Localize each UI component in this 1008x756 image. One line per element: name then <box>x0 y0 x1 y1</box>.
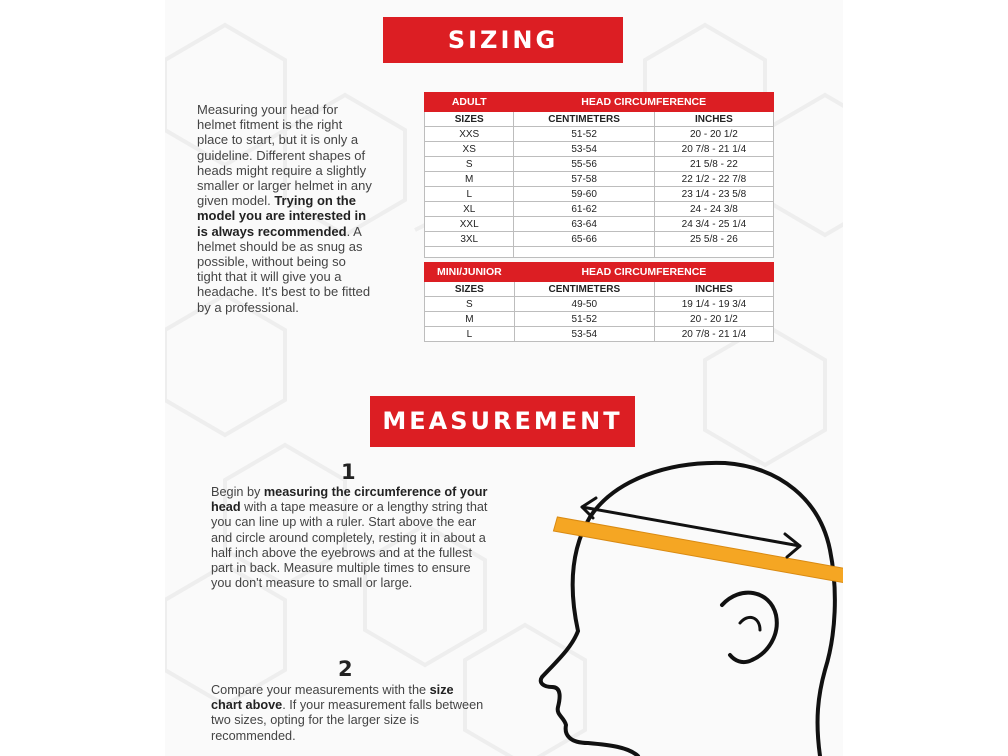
inches-cell: 20 7/8 - 21 1/4 <box>654 327 773 342</box>
size-cell: L <box>425 327 515 342</box>
step-1-pre: Begin by <box>211 485 264 499</box>
adult-group-label: ADULT <box>425 93 514 112</box>
size-cell: XXS <box>425 127 514 142</box>
step-2-pre: Compare your measurements with the <box>211 683 430 697</box>
col-centimeters: CENTIMETERS <box>514 112 654 127</box>
step-1-post: with a tape measure or a lengthy string that you can line up with a ruler. Start above the ear and circle around completely, resting it in about a half inch above the eyebrows and at the fullest part in back. Measure multiple times to ensure you don't measure to small or large. <box>211 500 488 591</box>
table-row <box>425 127 774 142</box>
table-row <box>425 172 774 187</box>
measurement-title: MEASUREMENT <box>370 396 635 447</box>
inches-cell: 22 1/2 - 22 7/8 <box>654 172 773 187</box>
step-2-bold: size chart above <box>211 683 454 713</box>
inches-cell: 23 1/4 - 23 5/8 <box>654 187 773 202</box>
cm-cell: 53-54 <box>514 327 654 342</box>
adult-size-table <box>424 92 774 258</box>
inches-cell: 20 - 20 1/2 <box>654 127 773 142</box>
table-header-row <box>425 263 774 282</box>
cm-cell: 63-64 <box>514 217 654 232</box>
col-centimeters: CENTIMETERS <box>514 282 654 297</box>
cm-cell: 51-52 <box>514 127 654 142</box>
size-cell: XS <box>425 142 514 157</box>
inches-cell: 24 - 24 3/8 <box>654 202 773 217</box>
step-2-number: 2 <box>338 657 353 681</box>
table-row <box>425 232 774 247</box>
table-row <box>425 157 774 172</box>
col-sizes: SIZES <box>425 282 515 297</box>
inches-cell: 24 3/4 - 25 1/4 <box>654 217 773 232</box>
size-cell: XXL <box>425 217 514 232</box>
head-circumference-label: HEAD CIRCUMFERENCE <box>514 93 774 112</box>
size-cell: S <box>425 297 515 312</box>
col-inches: INCHES <box>654 282 773 297</box>
col-sizes: SIZES <box>425 112 514 127</box>
size-cell: M <box>425 312 515 327</box>
cm-cell: 57-58 <box>514 172 654 187</box>
intro-paragraph <box>197 102 372 315</box>
column-header-row <box>425 282 774 297</box>
intro-bold-text: Trying on the model you are interested in is always recommended <box>197 193 367 239</box>
cm-cell: 49-50 <box>514 297 654 312</box>
table-row <box>425 142 774 157</box>
inches-cell: 20 7/8 - 21 1/4 <box>654 142 773 157</box>
cm-cell: 65-66 <box>514 232 654 247</box>
cm-cell: 51-52 <box>514 312 654 327</box>
table-spacer-row <box>425 247 774 258</box>
step-1-bold: measuring the circumference of your head <box>211 485 488 515</box>
inches-cell: 21 5/8 - 22 <box>654 157 773 172</box>
size-cell: XL <box>425 202 514 217</box>
step-2-text <box>211 683 486 744</box>
cm-cell: 53-54 <box>514 142 654 157</box>
cm-cell: 59-60 <box>514 187 654 202</box>
head-profile-icon <box>530 455 843 756</box>
table-row <box>425 187 774 202</box>
table-header-row <box>425 93 774 112</box>
ear-icon <box>722 593 777 662</box>
table-row <box>425 202 774 217</box>
size-cell: M <box>425 172 514 187</box>
table-row <box>425 297 774 312</box>
junior-size-table <box>424 262 774 342</box>
sizing-title: SIZING <box>383 17 623 63</box>
step-2-post: . If your measurement falls between two sizes, opting for the larger size is recommended. <box>211 698 484 743</box>
cm-cell: 55-56 <box>514 157 654 172</box>
junior-group-label: MINI/JUNIOR <box>425 263 515 282</box>
col-inches: INCHES <box>654 112 773 127</box>
intro-text-2: . A helmet should be as snug as possible, without being so tight that it will give you a headache. It's best to be fitted by a professional. <box>197 223 371 315</box>
head-circumference-label: HEAD CIRCUMFERENCE <box>514 263 773 282</box>
ear-inner <box>740 617 760 630</box>
step-1-text <box>211 485 491 591</box>
inches-cell: 20 - 20 1/2 <box>654 312 773 327</box>
intro-text-1: Measuring your head for helmet fitment is the right place to start, but it is only a guideline. Different shapes of heads might require a slightly smaller or larger helmet in any given model. <box>197 102 372 209</box>
table-row <box>425 312 774 327</box>
inches-cell: 25 5/8 - 26 <box>654 232 773 247</box>
size-cell: 3XL <box>425 232 514 247</box>
cm-cell: 61-62 <box>514 202 654 217</box>
size-cell: S <box>425 157 514 172</box>
inches-cell: 19 1/4 - 19 3/4 <box>654 297 773 312</box>
column-header-row <box>425 112 774 127</box>
table-row <box>425 217 774 232</box>
sizing-page <box>165 0 843 756</box>
size-cell: L <box>425 187 514 202</box>
step-1-number: 1 <box>341 460 356 484</box>
table-row <box>425 327 774 342</box>
